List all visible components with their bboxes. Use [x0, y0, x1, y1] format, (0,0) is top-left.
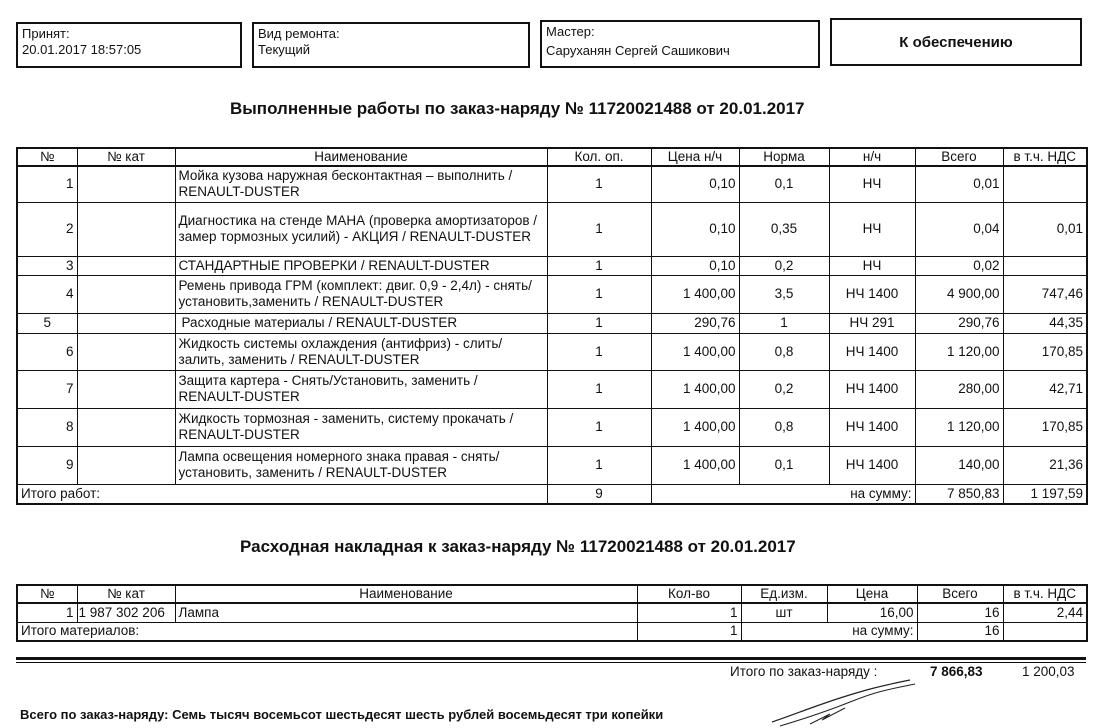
row-nh: НЧ 1400 [829, 446, 915, 484]
col-cat: № кат [77, 148, 175, 166]
col-norm: Норма [739, 148, 829, 166]
row-qty: 1 [547, 275, 651, 313]
mat-col-vat: в т.ч. НДС [1003, 585, 1087, 603]
row-total: 0,01 [915, 166, 1003, 202]
row-nh: НЧ [829, 202, 915, 256]
row-norm: 0,2 [739, 370, 829, 408]
row-no: 3 [17, 256, 77, 275]
row-price: 290,76 [651, 313, 739, 333]
row-total: 4 900,00 [915, 275, 1003, 313]
table-row [17, 202, 1087, 256]
row-qty: 1 [547, 313, 651, 333]
row-name: Диагностика на стенде МАНА (проверка амортизаторов / замер тормозных усилий) - АКЦИЯ / RENAULT-DUSTER [175, 202, 547, 256]
row-name: Лампа освещения номерного знака правая - снять/установить, заменить / RENAULT-DUSTER [175, 446, 547, 484]
mat-row-qty: 1 [637, 603, 741, 622]
table-row [17, 446, 1087, 484]
row-vat: 44,35 [1003, 313, 1087, 333]
row-qty: 1 [547, 446, 651, 484]
col-price: Цена н/ч [651, 148, 739, 166]
master-box [540, 20, 820, 68]
row-vat: 21,36 [1003, 446, 1087, 484]
row-no: 1 [17, 166, 77, 202]
row-vat [1003, 166, 1087, 202]
works-total-label: Итого работ: [17, 484, 547, 504]
row-nh: НЧ 1400 [829, 370, 915, 408]
row-name: Мойка кузова наружная бесконтактная – выполнить / RENAULT-DUSTER [175, 166, 547, 202]
row-no: 5 [17, 313, 77, 333]
mat-row-total: 16 [917, 603, 1003, 622]
mat-row-price: 16,00 [827, 603, 917, 622]
row-total: 280,00 [915, 370, 1003, 408]
mat-col-cat: № кат [77, 585, 175, 603]
row-vat: 170,85 [1003, 333, 1087, 370]
table-row [17, 333, 1087, 370]
mat-col-qty: Кол-во [637, 585, 741, 603]
row-total: 140,00 [915, 446, 1003, 484]
row-total: 1 120,00 [915, 408, 1003, 446]
repair-type-value: Текущий [258, 42, 310, 57]
row-vat: 42,71 [1003, 370, 1087, 408]
row-qty: 1 [547, 408, 651, 446]
table-row [17, 275, 1087, 313]
row-nh: НЧ 1400 [829, 333, 915, 370]
row-nh: НЧ 291 [829, 313, 915, 333]
row-name: Расходные материалы / RENAULT-DUSTER [175, 313, 547, 333]
row-price: 1 400,00 [651, 408, 739, 446]
works-footer-row [17, 484, 1087, 504]
materials-title: Расходная накладная к заказ-наряду № 11720021488 от 20.01.2017 [240, 537, 796, 556]
materials-total-sum: 16 [917, 622, 1003, 641]
works-total-vat: 1 197,59 [1003, 484, 1087, 504]
row-qty: 1 [547, 333, 651, 370]
row-name: Ремень привода ГРМ (комплект: двиг. 0,9 - 2,4л) - снять/установить,заменить / RENAULT-DUSTER [175, 275, 547, 313]
row-cat [77, 256, 175, 275]
mat-col-total: Всего [917, 585, 1003, 603]
col-no: № [17, 148, 77, 166]
mat-row-cat: 1 987 302 206 [77, 603, 175, 622]
row-total: 290,76 [915, 313, 1003, 333]
mat-row-vat: 2,44 [1003, 603, 1087, 622]
row-name: Жидкость системы охлаждения (антифриз) - слить/залить, заменить / RENAULT-DUSTER [175, 333, 547, 370]
row-norm: 0,1 [739, 446, 829, 484]
col-qty: Кол. оп. [547, 148, 651, 166]
col-vat: в т.ч. НДС [1003, 148, 1087, 166]
row-qty: 1 [547, 202, 651, 256]
row-norm: 0,2 [739, 256, 829, 275]
table-row [17, 603, 1087, 622]
row-cat [77, 166, 175, 202]
col-nh: н/ч [829, 148, 915, 166]
row-cat [77, 313, 175, 333]
accepted-box [16, 22, 242, 68]
row-price: 1 400,00 [651, 446, 739, 484]
row-cat [77, 446, 175, 484]
row-price: 1 400,00 [651, 333, 739, 370]
row-cat [77, 333, 175, 370]
materials-sum-label: на сумму: [741, 622, 917, 641]
divider-thin [16, 662, 1086, 663]
materials-footer-row [17, 622, 1087, 641]
works-total-qty: 9 [547, 484, 651, 504]
works-sum-label: на сумму: [651, 484, 915, 504]
status-box: К обеспечению [830, 18, 1082, 66]
col-total: Всего [915, 148, 1003, 166]
mat-row-no: 1 [17, 603, 77, 622]
divider-thick [16, 657, 1086, 660]
row-name: Защита картера - Снять/Установить, заменить / RENAULT-DUSTER [175, 370, 547, 408]
table-row [17, 166, 1087, 202]
row-price: 1 400,00 [651, 370, 739, 408]
row-no: 8 [17, 408, 77, 446]
repair-type-box [252, 22, 530, 68]
mat-row-unit: шт [741, 603, 827, 622]
row-cat [77, 202, 175, 256]
row-norm: 1 [739, 313, 829, 333]
row-nh: НЧ 1400 [829, 408, 915, 446]
row-qty: 1 [547, 166, 651, 202]
col-name: Наименование [175, 148, 547, 166]
materials-total-label: Итого материалов: [17, 622, 637, 641]
row-norm: 0,8 [739, 333, 829, 370]
row-norm: 3,5 [739, 275, 829, 313]
table-row [17, 256, 1087, 275]
works-table [16, 147, 1088, 505]
signature-scribble [770, 676, 920, 728]
row-name: СТАНДАРТНЫЕ ПРОВЕРКИ / RENAULT-DUSTER [175, 256, 547, 275]
row-total: 0,04 [915, 202, 1003, 256]
works-title: Выполненные работы по заказ-наряду № 11720021488 от 20.01.2017 [230, 99, 805, 118]
mat-col-no: № [17, 585, 77, 603]
row-price: 0,10 [651, 166, 739, 202]
master-label: Мастер: [546, 24, 595, 39]
works-total-sum: 7 850,83 [915, 484, 1003, 504]
materials-total-qty: 1 [637, 622, 741, 641]
row-vat [1003, 256, 1087, 275]
row-price: 0,10 [651, 202, 739, 256]
grand-total-vat: 1 200,03 [1022, 664, 1075, 679]
row-norm: 0,8 [739, 408, 829, 446]
repair-type-label: Вид ремонта: [258, 26, 340, 41]
row-cat [77, 370, 175, 408]
row-total: 0,02 [915, 256, 1003, 275]
row-price: 0,10 [651, 256, 739, 275]
row-price: 1 400,00 [651, 275, 739, 313]
accepted-date: 20.01.2017 18:57:05 [22, 42, 142, 57]
row-vat: 0,01 [1003, 202, 1087, 256]
materials-table [16, 584, 1088, 642]
row-vat: 170,85 [1003, 408, 1087, 446]
master-name: Саруханян Сергей Сашикович [546, 43, 730, 58]
row-norm: 0,1 [739, 166, 829, 202]
row-qty: 1 [547, 256, 651, 275]
table-row [17, 370, 1087, 408]
row-norm: 0,35 [739, 202, 829, 256]
row-nh: НЧ [829, 256, 915, 275]
row-no: 6 [17, 333, 77, 370]
row-no: 4 [17, 275, 77, 313]
row-cat [77, 275, 175, 313]
mat-col-unit: Ед.изм. [741, 585, 827, 603]
row-qty: 1 [547, 370, 651, 408]
mat-col-name: Наименование [175, 585, 637, 603]
mat-col-price: Цена [827, 585, 917, 603]
row-no: 7 [17, 370, 77, 408]
row-vat: 747,46 [1003, 275, 1087, 313]
table-row [17, 313, 1087, 333]
row-name: Жидкость тормозная - заменить, систему прокачать / RENAULT-DUSTER [175, 408, 547, 446]
row-total: 1 120,00 [915, 333, 1003, 370]
table-row [17, 408, 1087, 446]
grand-total-sum: 7 866,83 [930, 664, 983, 679]
row-nh: НЧ [829, 166, 915, 202]
mat-row-name: Лампа [175, 603, 637, 622]
row-no: 9 [17, 446, 77, 484]
row-nh: НЧ 1400 [829, 275, 915, 313]
accepted-label: Принят: [22, 26, 70, 41]
grand-total-label: Итого по заказ-наряду : [730, 664, 878, 679]
row-no: 2 [17, 202, 77, 256]
materials-total-vat-empty [1003, 622, 1087, 641]
row-cat [77, 408, 175, 446]
total-in-words: Всего по заказ-наряду: Семь тысяч восемьсот шестьдесят шесть рублей восемьдесят три копейки [20, 707, 664, 722]
